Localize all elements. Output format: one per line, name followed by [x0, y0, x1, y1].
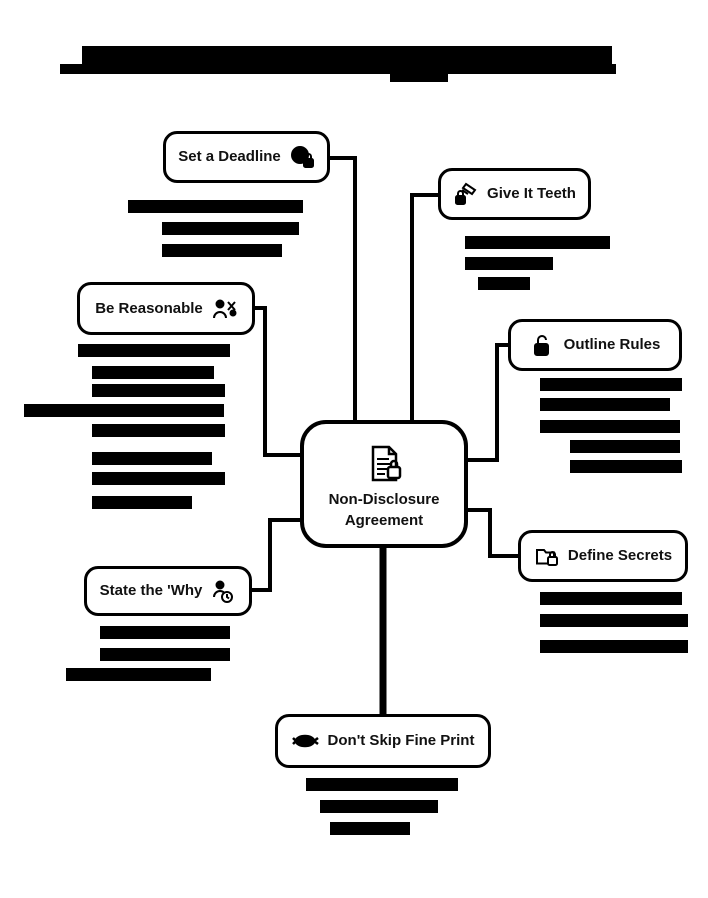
gavel-lock-icon: [453, 181, 479, 207]
redaction-bar: [478, 277, 530, 290]
redaction-bar: [92, 496, 192, 509]
redaction-bar: [82, 46, 612, 64]
node-be-reasonable[interactable]: [77, 282, 255, 335]
node-label: Give It Teeth: [487, 185, 576, 203]
redaction-bar: [540, 640, 688, 653]
redaction-bar: [540, 420, 680, 433]
redaction-bar: [92, 424, 225, 437]
magnifier-icon: [292, 728, 320, 754]
node-give-it-teeth[interactable]: [438, 168, 591, 220]
center-label-line1: Non-Disclosure: [328, 490, 440, 508]
redaction-bar: [320, 800, 438, 813]
node-label: Set a Deadline: [178, 148, 281, 166]
redaction-bar: [100, 648, 230, 661]
redaction-bar: [66, 668, 211, 681]
node-label: Outline Rules: [563, 336, 661, 354]
redaction-bar: [92, 384, 225, 397]
redaction-bar: [540, 398, 670, 411]
people-clock-icon: [210, 578, 236, 604]
node-label: Be Reasonable: [95, 299, 203, 317]
redaction-bar: [540, 592, 682, 605]
redaction-bar: [60, 64, 616, 74]
redaction-bar: [540, 378, 682, 391]
redaction-bar: [100, 626, 230, 639]
redaction-bar: [78, 344, 230, 357]
redaction-bar: [570, 440, 680, 453]
redaction-bar: [465, 257, 553, 270]
center-label-line2: Agreement: [344, 512, 424, 529]
redaction-bar: [92, 366, 214, 379]
node-define-secrets[interactable]: [518, 530, 688, 582]
redaction-bar: [24, 404, 224, 417]
redaction-bar: [570, 460, 682, 473]
document-lock-icon: [360, 439, 408, 487]
redaction-bar: [390, 74, 448, 82]
redaction-bar: [465, 236, 610, 249]
redaction-bar: [92, 472, 225, 485]
node-dont-skip-fine-print[interactable]: [275, 714, 491, 768]
redaction-bar: [128, 200, 303, 213]
folder-lock-icon: [534, 543, 560, 569]
clock-lock-icon: [289, 144, 315, 170]
diagram-title-redacted: [60, 46, 650, 88]
node-label: Define Secrets: [567, 547, 673, 565]
redaction-bar: [92, 452, 212, 465]
person-scissors-icon: [211, 296, 237, 322]
redaction-bar: [162, 244, 282, 257]
redaction-bar: [162, 222, 299, 235]
redaction-bar: [540, 614, 688, 627]
node-set-a-deadline[interactable]: [163, 131, 330, 183]
redaction-bar: [306, 778, 458, 791]
node-center-nda[interactable]: [300, 420, 468, 548]
padlock-open-icon: [530, 332, 556, 358]
node-state-the-why[interactable]: [84, 566, 252, 616]
node-label: Don't Skip Fine Print: [327, 732, 475, 750]
redaction-bar: [330, 822, 410, 835]
node-outline-rules[interactable]: [508, 319, 682, 371]
node-label: State the 'Why: [99, 582, 203, 600]
